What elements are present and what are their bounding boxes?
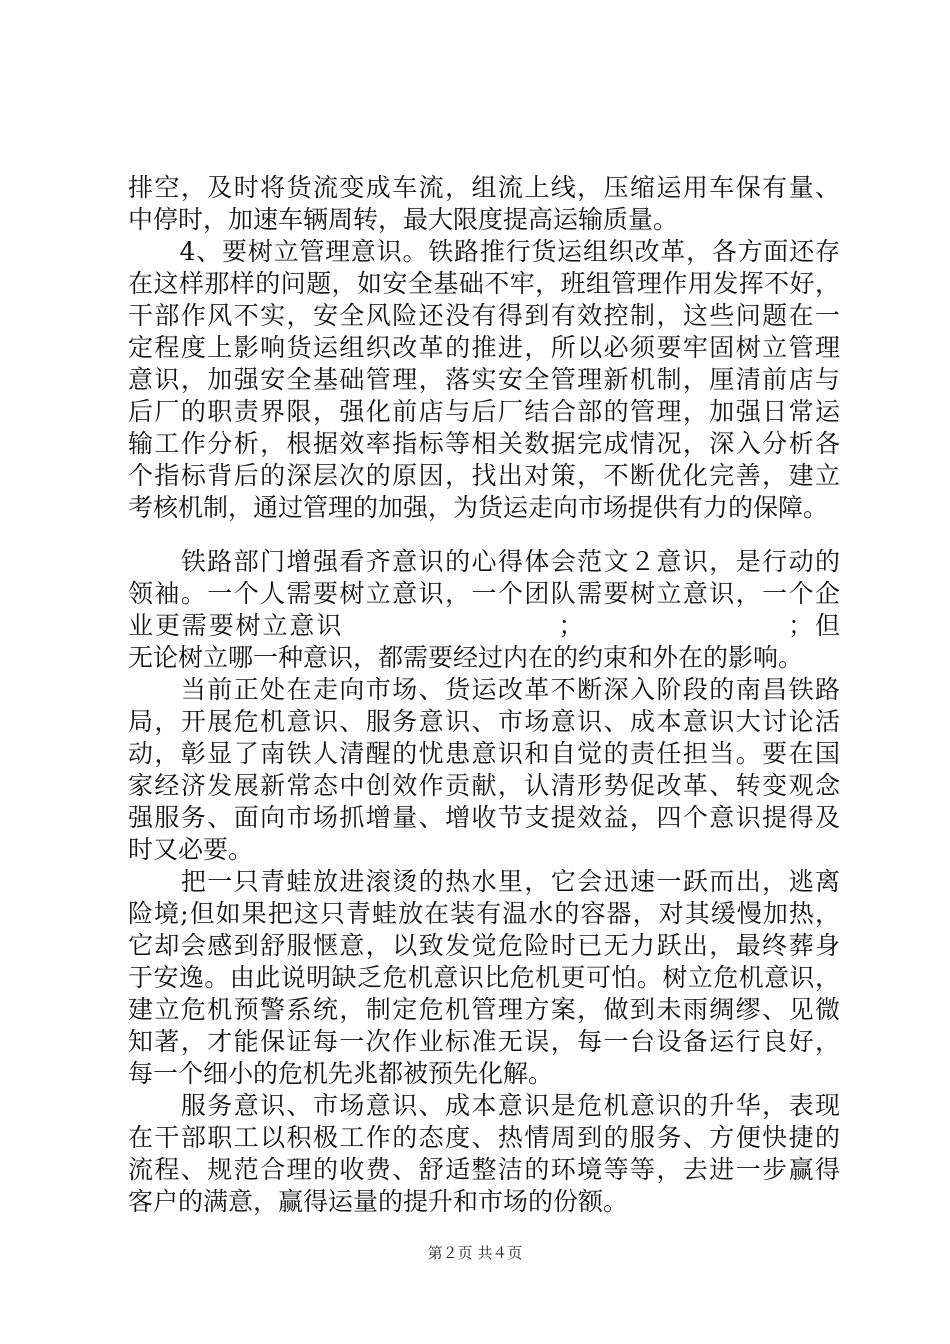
text-line: 领袖。一个人需要树立意识，一个团队需要树立意识，一个企 xyxy=(128,579,840,608)
text-line: 4、要树立管理意识。铁路推行货运组织改革，各方面还存 xyxy=(128,237,840,266)
page-number: 第２页 共４页 xyxy=(427,1244,523,1262)
text-line: 把一只青蛙放进滚烫的热水里，它会迅速一跃而出，逃离 xyxy=(128,867,840,896)
text-line: 干部作风不实，安全风险还没有得到有效控制，这些问题在一 xyxy=(128,301,840,330)
document-body xyxy=(128,172,840,1218)
text-line: 在干部职工以积极工作的态度、热情周到的服务、方便快捷的 xyxy=(128,1123,840,1152)
text-line: 无论树立哪一种意识，都需要经过内在的约束和外在的影响。 xyxy=(128,643,804,672)
text-line: 在这样那样的问题，如安全基础不牢，班组管理作用发挥不好， xyxy=(128,269,840,298)
text-line: 后厂的职责界限，强化前店与后厂结合部的管理，加强日常运 xyxy=(128,397,840,426)
text-line: 服务意识、市场意识、成本意识是危机意识的升华，表现 xyxy=(128,1091,840,1120)
text-line: 每一个细小的危机先兆都被预先化解。 xyxy=(128,1059,554,1088)
paragraph-group-2 xyxy=(128,546,840,1218)
text-line: 于安逸。由此说明缺乏危机意识比危机更可怕。树立危机意识， xyxy=(128,963,840,992)
text-line: 意识，加强安全基础管理，落实安全管理新机制，厘清前店与 xyxy=(128,365,840,394)
text-line: 客户的满意，赢得运量的提升和市场的份额。 xyxy=(128,1187,629,1216)
text-line: 个指标背后的深层次的原因，找出对策，不断优化完善，建立 xyxy=(128,461,840,490)
text-line: 输工作分析，根据效率指标等相关数据完成情况，深入分析各 xyxy=(128,429,840,458)
text-line: 强服务、面向市场抓增量、增收节支提效益，四个意识提得及 xyxy=(128,803,840,832)
text-line: 考核机制，通过管理的加强，为货运走向市场提供有力的保障。 xyxy=(128,493,829,522)
text-line: 险境;但如果把这只青蛙放在装有温水的容器，对其缓慢加热， xyxy=(128,899,840,928)
text-line: 中停时，加速车辆周转，最大限度提高运输质量。 xyxy=(128,205,679,234)
text-line: 业更需要树立意识 ； ；但 xyxy=(128,611,840,640)
text-line: 排空，及时将货流变成车流，组流上线，压缩运用车保有量、 xyxy=(128,173,840,202)
text-line: 流程、规范合理的收费、舒适整洁的环境等等，去进一步赢得 xyxy=(128,1155,840,1184)
text-line: 动，彰显了南铁人清醒的忧患意识和自觉的责任担当。要在国 xyxy=(128,739,840,768)
text-line: 铁路部门增强看齐意识的心得体会范文２意识，是行动的 xyxy=(128,547,840,576)
text-line: 建立危机预警系统，制定危机管理方案，做到未雨绸缪、见微 xyxy=(128,995,840,1024)
text-line: 当前正处在走向市场、货运改革不断深入阶段的南昌铁路 xyxy=(128,675,840,704)
text-line: 局，开展危机意识、服务意识、市场意识、成本意识大讨论活 xyxy=(128,707,840,736)
text-line: 家经济发展新常态中创效作贡献，认清形势促改革、转变观念 xyxy=(128,771,840,800)
text-line: 它却会感到舒服惬意，以致发觉危险时已无力跃出，最终葬身 xyxy=(128,931,840,960)
paragraph-gap xyxy=(128,524,840,546)
paragraph-group-1 xyxy=(128,172,840,524)
text-line: 知著，才能保证每一次作业标准无误，每一台设备运行良好， xyxy=(128,1027,840,1056)
text-line: 定程度上影响货运组织改革的推进，所以必须要牢固树立管理 xyxy=(128,333,840,362)
text-line: 时又必要。 xyxy=(128,835,254,864)
